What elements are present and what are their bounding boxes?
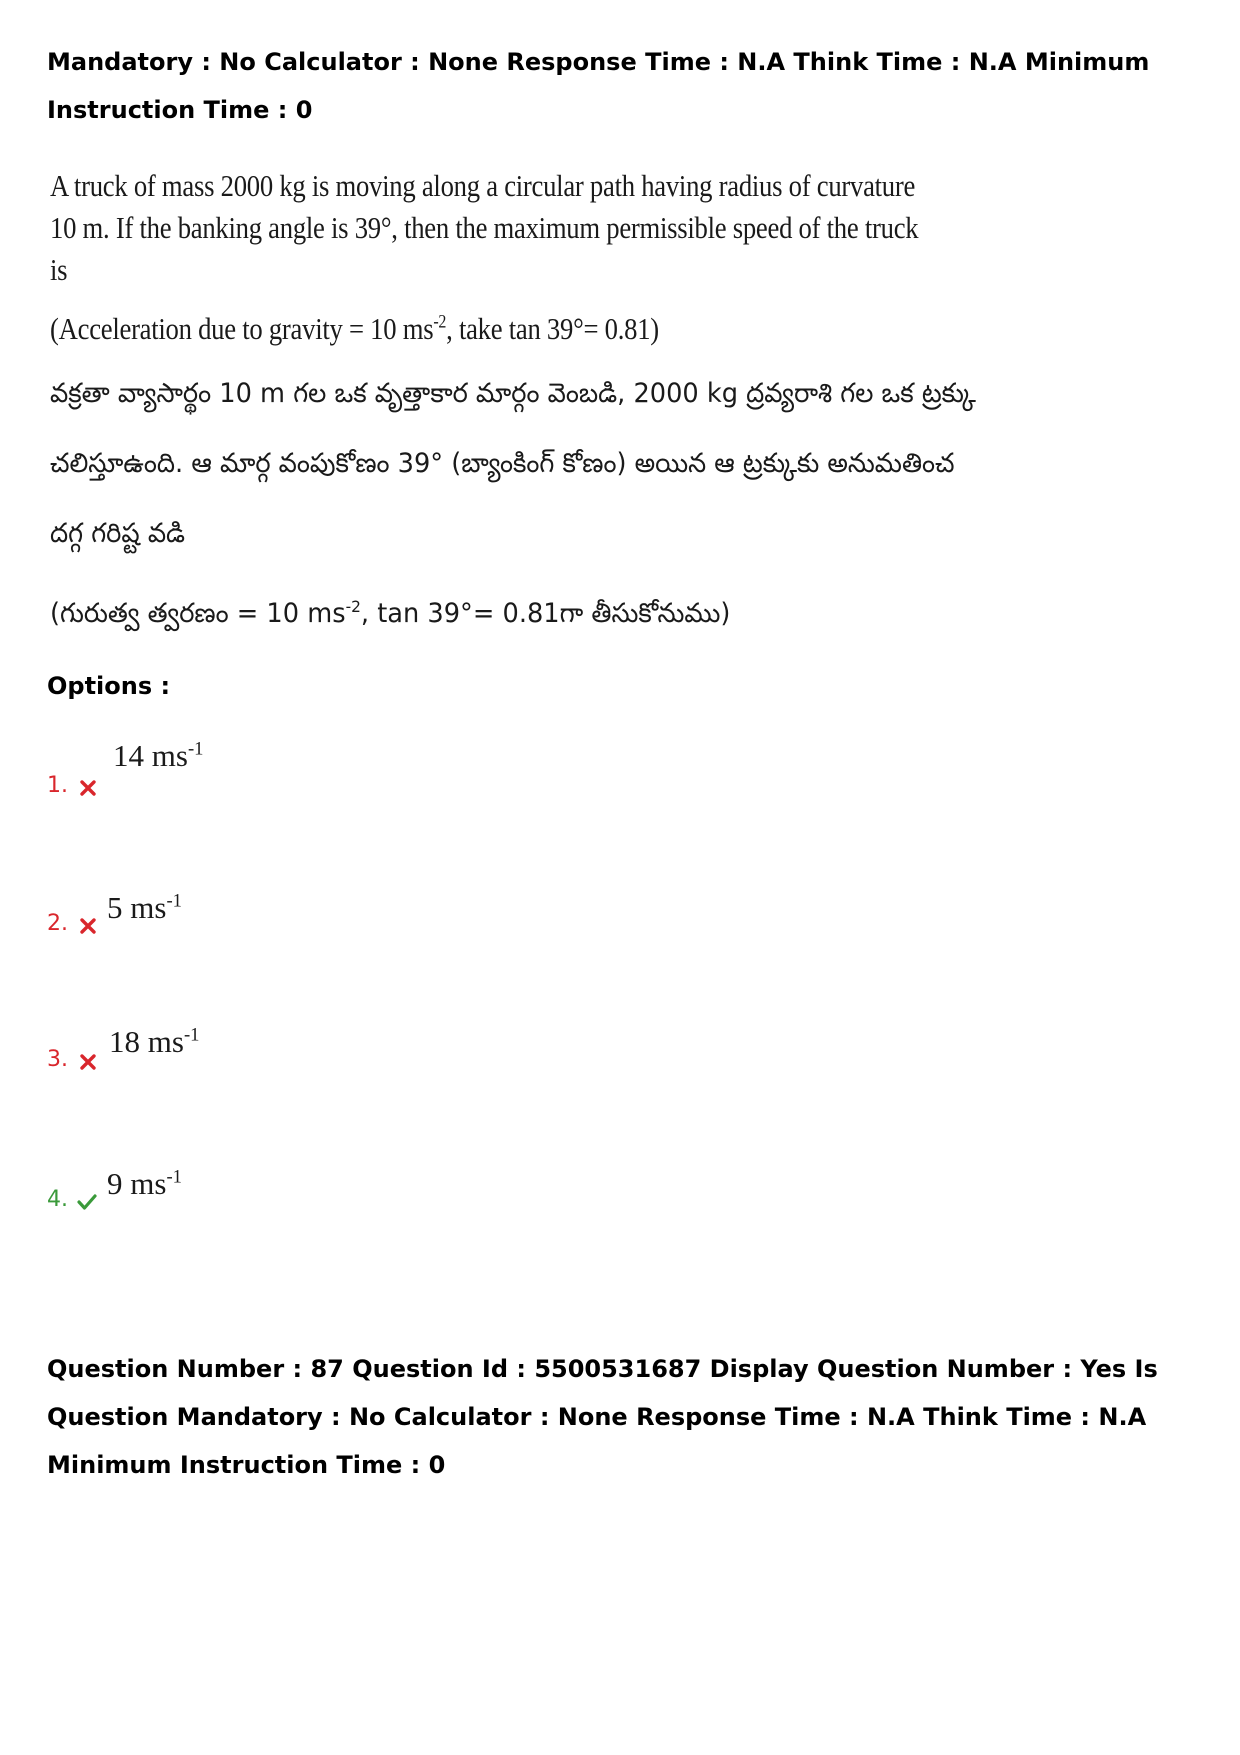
question-english-line-2: 10 m. If the banking angle is 39°, then the maximum permissible speed of the truck (50, 210, 919, 245)
option-exponent: -1 (187, 738, 204, 760)
option-number: 1. (47, 773, 68, 798)
option-value-text: 14 ms (113, 738, 188, 773)
question-telugu-line-2: చలిస్తూఉంది. ఆ మార్గ వంపుకోణం 39° (బ్యాంకింగ్ కోణం) అయిన ఆ ట్రక్కుకు అనుమతించ (50, 448, 955, 479)
given-data-exponent: -2 (433, 311, 447, 333)
cross-icon (79, 1053, 97, 1071)
question-telugu-given-data (50, 598, 730, 636)
option-number: 4. (47, 1187, 68, 1212)
given-data-suffix: , take tan 39°= 0.81) (446, 311, 659, 346)
options-label: Options : (47, 672, 171, 700)
option-1 (47, 740, 447, 800)
option-value-text: 18 ms (109, 1024, 184, 1059)
question-english-line-3: is (50, 252, 68, 287)
question-english-line-3-wrap (50, 252, 70, 288)
question-english-line-4-wrap (50, 311, 758, 347)
option-number: 2. (47, 911, 68, 936)
next-question-meta-info: Question Number : 87 Question Id : 5500531687 Display Question Number : Yes Is Question Mandatory : No Calculator : None Response Time : N.A Think Time : N.A Minimum Instruction Time : 0 (47, 1355, 1158, 1479)
option-4 (47, 1154, 447, 1214)
option-exponent: -1 (166, 890, 182, 912)
option-value (109, 1024, 199, 1060)
telugu-given-prefix: (గురుత్వ త్వరణం = 10 ms (50, 598, 346, 629)
option-exponent: -1 (166, 1166, 182, 1188)
option-value (107, 1166, 182, 1202)
cross-icon (79, 779, 97, 797)
check-icon (77, 1193, 97, 1211)
given-data-prefix: (Acceleration due to gravity = 10 ms (50, 311, 434, 346)
question-telugu-line-1-wrap (50, 378, 1025, 416)
question-telugu-line-1: వక్రతా వ్యాసార్థం 10 m గల ఒక వృత్తాకార మార్గం వెంబడి, 2000 kg ద్రవ్యరాశి గల ఒక ట్రక్కు (50, 378, 976, 409)
question-telugu-line-3: దగ్గ గరిష్ట వడి (50, 518, 186, 549)
option-2 (47, 878, 447, 938)
question-english-given-data (50, 311, 659, 347)
telugu-given-exponent: -2 (345, 597, 361, 616)
option-number: 3. (47, 1047, 68, 1072)
question-telugu-line-3-wrap (50, 518, 192, 556)
option-3 (47, 1014, 447, 1074)
question-meta-info: Mandatory : No Calculator : None Response Time : N.A Think Time : N.A Minimum Instruction Time : 0 (47, 48, 1150, 124)
question-english-line-1: A truck of mass 2000 kg is moving along a circular path having radius of curvature (50, 168, 916, 203)
option-value (107, 890, 182, 926)
telugu-given-suffix: , tan 39°= 0.81గా తీసుకోనుము) (360, 598, 731, 629)
question-text-english (50, 168, 1056, 204)
question-telugu-line-4-wrap (50, 598, 766, 636)
question-english-line-2-wrap (50, 210, 1060, 246)
cross-icon (79, 917, 97, 935)
option-value-text: 9 ms (107, 1166, 167, 1201)
option-value-text: 5 ms (107, 890, 167, 925)
option-exponent: -1 (183, 1024, 200, 1046)
option-value (113, 738, 203, 774)
question-telugu-line-2-wrap (50, 448, 1002, 486)
